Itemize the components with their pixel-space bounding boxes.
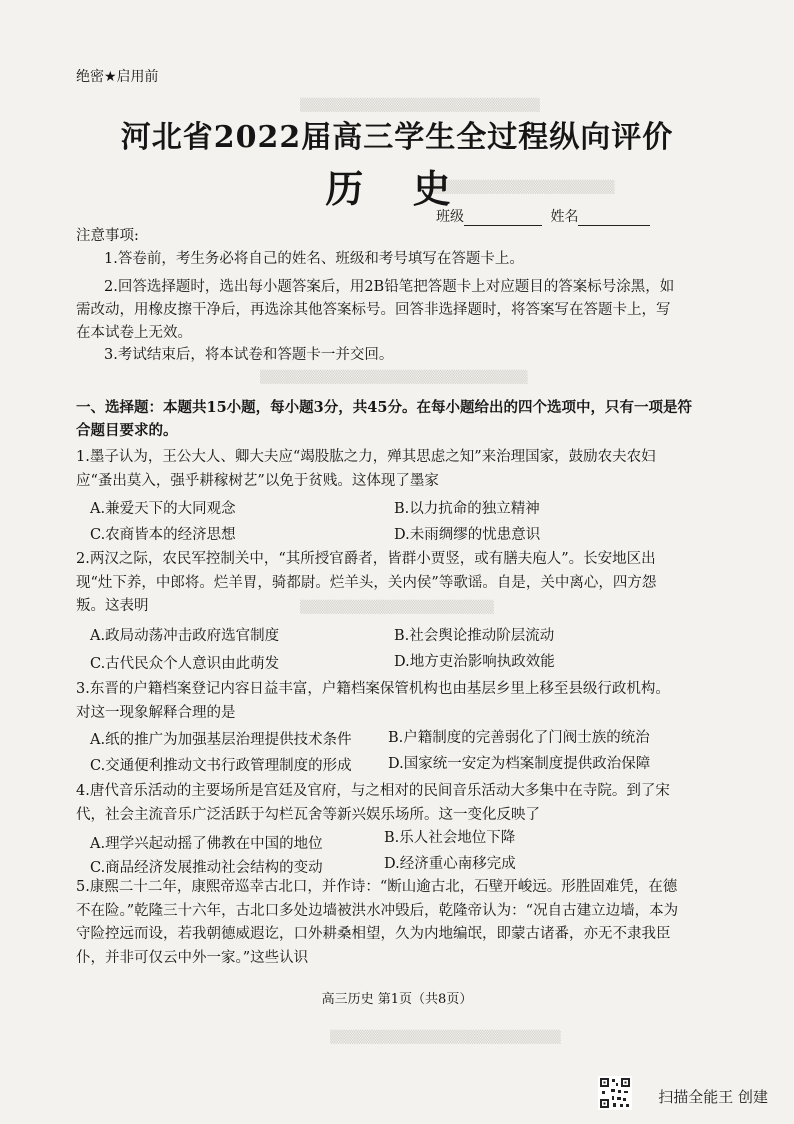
class-name-line	[436, 206, 650, 226]
bleed-through-text: ▒▒▒▒▒▒▒▒▒▒▒▒▒▒▒▒▒▒▒▒	[430, 180, 615, 194]
exam-title: 河北省2022届高三学生全过程纵向评价	[120, 120, 674, 155]
bleed-through-text: ▒▒▒▒▒▒▒▒▒▒▒▒▒▒▒▒▒▒▒▒▒▒▒▒▒▒	[300, 98, 540, 112]
option-b: B.以力抗命的独立精神	[394, 501, 540, 517]
option-a: A.纸的推广为加强基层治理提供技术条件	[90, 732, 352, 748]
notes-title: 注意事项:	[76, 228, 139, 244]
class-blank[interactable]	[464, 211, 542, 226]
option-a: A.理学兴起动摇了佛教在中国的地位	[90, 836, 323, 852]
qr-code-icon	[598, 1076, 632, 1110]
option-c: C.农商皆本的经济思想	[90, 527, 236, 543]
option-c: C.交通便利推动文书行政管理制度的形成	[90, 758, 352, 774]
option-b: B.社会舆论推动阶层流动	[394, 628, 555, 644]
note-item: 3.考试结束后，将本试卷和答题卡一并交回。	[104, 347, 394, 363]
name-blank[interactable]	[578, 211, 650, 226]
note-item: 2.回答选择题时，选出每小题答案后，用2B铅笔把答题卡上对应题目的答案标号涂黑，如需改动，用橡皮擦干净后，再选涂其他答案标号。回答非选择题时，将答案写在答题卡上，写在本试卷上无效。	[76, 279, 675, 341]
option-c: C.商品经济发展推动社会结构的变动	[90, 860, 323, 876]
note-item: 1.答卷前，考生务必将自己的姓名、班级和考号填写在答题卡上。	[104, 251, 524, 267]
question-stem: 2.两汉之际，农民军控制关中，“其所授官爵者，皆群小贾竖，或有膳夫庖人”。长安地区出现“灶下养，中郎将。烂羊胃，骑都尉。烂羊头，关内侯”等歌谣。自是，关中离心，四方怨叛。这表明	[76, 551, 657, 614]
page-footer: 高三历史 第1页（共8页）	[321, 992, 473, 1007]
option-d: D.国家统一安定为档案制度提供政治保障	[388, 756, 651, 772]
scanner-watermark: 扫描全能王 创建	[658, 1088, 768, 1106]
option-d: D.经济重心南移完成	[384, 856, 516, 872]
option-a: A.兼爱天下的大同观念	[90, 501, 236, 517]
bleed-through-text: ▒▒▒▒▒▒▒▒▒▒▒▒▒▒▒▒▒▒▒▒▒▒▒▒▒	[330, 1030, 561, 1044]
option-b: B.乐人社会地位下降	[384, 830, 516, 846]
bleed-through-text: ▒▒▒▒▒▒▒▒▒▒▒▒▒▒▒▒▒▒▒▒▒▒▒▒▒▒▒▒▒	[260, 370, 528, 384]
question-stem: 1.墨子认为，王公大人、卿大夫应“竭股肱之力，殚其思虑之知”来治理国家，鼓励农夫农妇应“蚤出莫入，强乎耕稼树艺”以免于贫贱。这体现了墨家	[76, 449, 656, 489]
bleed-through-text: ▒▒▒▒▒▒▒▒▒▒▒▒▒▒▒▒▒▒▒▒▒	[300, 600, 494, 614]
option-a: A.政局动荡冲击政府选官制度	[90, 628, 280, 644]
option-b: B.户籍制度的完善弱化了门阀士族的统治	[388, 730, 650, 746]
question-stem: 3.东晋的户籍档案登记内容日益丰富，户籍档案保管机构也由基层乡里上移至县级行政机构。对这一现象解释合理的是	[76, 681, 670, 721]
class-label: 班级	[436, 209, 464, 225]
question-stem: 5.康熙二十二年，康熙帝巡幸古北口，并作诗：“断山逾古北，石壁开峻远。形胜固难凭，在德不在险。”乾隆三十六年，古北口多处边墙被洪水冲毁后，乾隆帝认为：“况自古建立边墙，本为守险控远而设，若我朝德威遐讫，口外耕桑相望，久为内地编氓，即蒙古诸番，亦无不隶我臣仆，并非可仅云中外一家。”这些认识	[76, 879, 679, 966]
question-stem: 4.唐代音乐活动的主要场所是宫廷及官府，与之相对的民间音乐活动大多集中在寺院。到了宋代，社会主流音乐广泛活跃于勾栏瓦舍等新兴娱乐场所。这一变化反映了	[76, 783, 670, 823]
option-d: D.地方吏治影响执政效能	[394, 654, 555, 670]
option-c: C.古代民众个人意识由此萌发	[90, 656, 280, 672]
option-d: D.未雨绸缪的忧患意识	[394, 527, 541, 543]
subject-title: 历 史	[325, 166, 469, 211]
confidential-mark: 绝密★启用前	[76, 69, 159, 85]
section-heading: 一、选择题：本题共15小题，每小题3分，共45分。在每小题给出的四个选项中，只有一项是符合题目要求的。	[76, 399, 692, 439]
name-label: 姓名	[550, 209, 579, 225]
